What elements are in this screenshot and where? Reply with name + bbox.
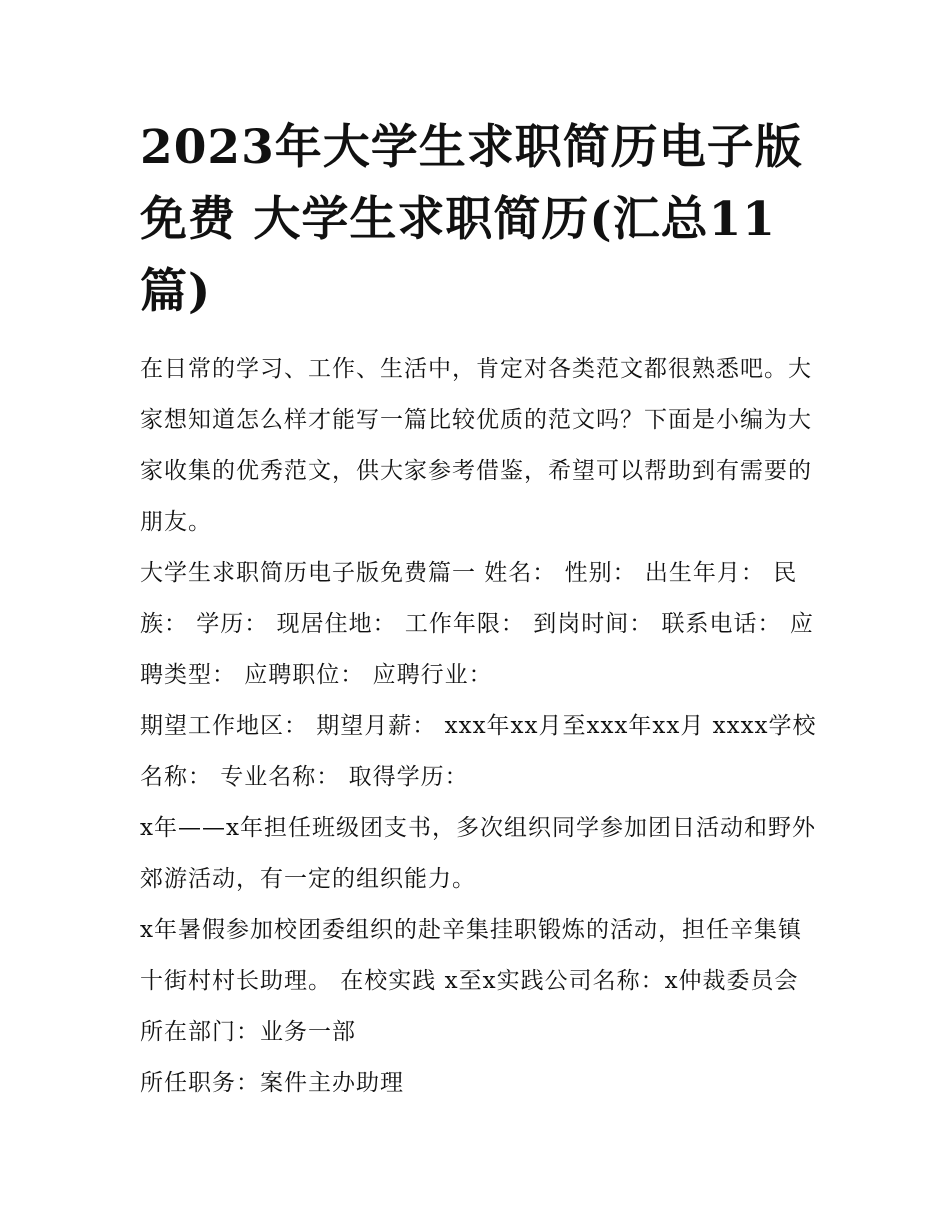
practice-paragraph: x年暑假参加校团委组织的赴辛集挂职锻炼的活动，担任辛集镇十街村村长助理。 在校实践 x至x实践公司名称：x仲裁委员会 所在部门：业务一部 [140, 917, 802, 1045]
document-body [140, 344, 820, 1109]
personal-info-paragraph: 大学生求职简历电子版免费篇一 姓名： 性别： 出生年月： 民族： 学历： 现居住地： 工作年限： 到岗时间： 联系电话： 应聘类型： 应聘职位： 应聘行业： [140, 560, 814, 688]
document-page [140, 112, 820, 1109]
intro-paragraph: 在日常的学习、工作、生活中，肯定对各类范文都很熟悉吧。大家想知道怎么样才能写一篇比较优质的范文吗？下面是小编为大家收集的优秀范文，供大家参考借鉴，希望可以帮助到有需要的朋友。 [140, 356, 812, 535]
job-expectation-paragraph: 期望工作地区： 期望月薪： xxx年xx月至xxx年xx月 xxxx学校 名称： 专业名称： 取得学历： [140, 713, 817, 790]
school-experience-paragraph: x年——x年担任班级团支书，多次组织同学参加团日活动和野外郊游活动，有一定的组织能力。 [140, 815, 816, 892]
document-title: 2023年大学生求职简历电子版免费 大学生求职简历(汇总11篇) [140, 120, 803, 319]
position-paragraph: 所任职务：案件主办助理 [140, 1070, 404, 1096]
